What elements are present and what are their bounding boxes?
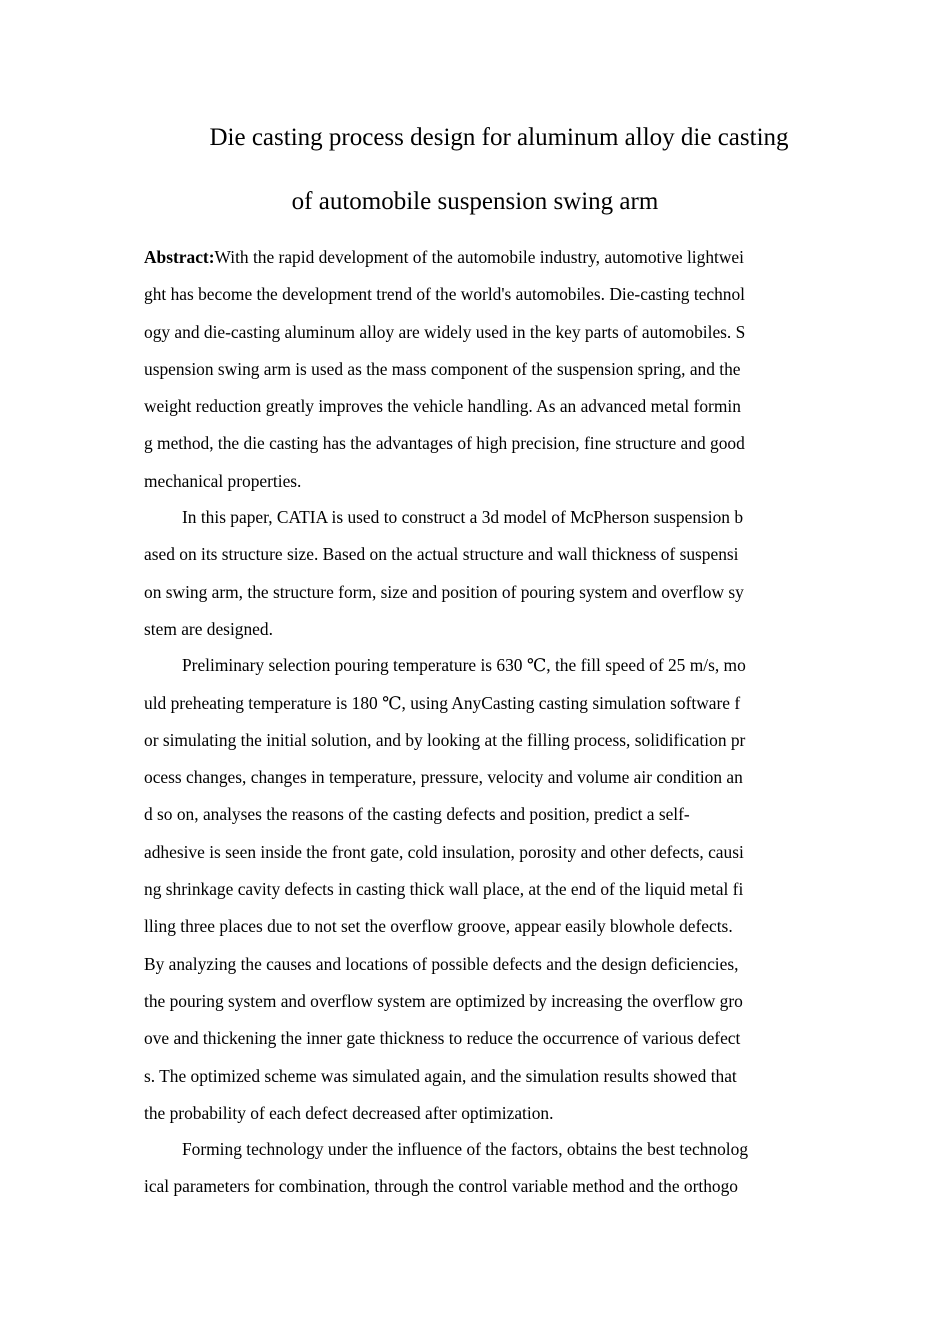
- text-line: ocess changes, changes in temperature, pressure, velocity and volume air condition an: [144, 767, 743, 788]
- text-line: ical parameters for combination, through the control variable method and the orthogo: [144, 1176, 738, 1197]
- text-line: ng shrinkage cavity defects in casting thick wall place, at the end of the liquid metal fi: [144, 879, 744, 900]
- text-line: on swing arm, the structure form, size and position of pouring system and overflow sy: [144, 581, 744, 602]
- text-line: ove and thickening the inner gate thickness to reduce the occurrence of various defect: [144, 1028, 741, 1049]
- text-line: uspension swing arm is used as the mass component of the suspension spring, and the: [144, 358, 741, 379]
- text-line: [144, 243, 824, 280]
- text-line: or simulating the initial solution, and by looking at the filling process, solidification pr: [144, 729, 746, 750]
- text-line: ased on its structure size. Based on the actual structure and wall thickness of suspensi: [144, 544, 739, 565]
- text-line: s. The optimized scheme was simulated again, and the simulation results showed that: [144, 1065, 737, 1086]
- text-line: the probability of each defect decreased after optimization.: [144, 1102, 554, 1123]
- title-line-2: of automobile suspension swing arm: [291, 188, 659, 215]
- text-line: d so on, analyses the reasons of the casting defects and position, predict a self-: [144, 804, 690, 825]
- title-line-1: Die casting process design for aluminum alloy die casting: [209, 124, 789, 151]
- text-line: ght has become the development trend of the world's automobiles. Die-casting technol: [144, 284, 746, 305]
- text-line: the pouring system and overflow system are optimized by increasing the overflow gro: [144, 990, 743, 1011]
- text-line: uld preheating temperature is 180 ℃, using AnyCasting casting simulation software f: [144, 692, 741, 713]
- abstract-first-line: With the rapid development of the automobile industry, automotive lightwei: [214, 247, 744, 267]
- abstract-body: [144, 243, 824, 1210]
- text-line: g method, the die casting has the advantages of high precision, fine structure and good: [144, 433, 745, 454]
- text-line: ogy and die-casting aluminum alloy are widely used in the key parts of automobiles. S: [144, 321, 746, 342]
- text-line: Forming technology under the influence of the factors, obtains the best technolog: [182, 1139, 749, 1160]
- text-line: mechanical properties.: [144, 470, 302, 491]
- text-line: Preliminary selection pouring temperature is 630 ℃, the fill speed of 25 m/s, mo: [182, 655, 746, 676]
- text-line: weight reduction greatly improves the vehicle handling. As an advanced metal formin: [144, 396, 741, 417]
- text-line: By analyzing the causes and locations of possible defects and the design deficiencies,: [144, 953, 739, 974]
- text-line: lling three places due to not set the overflow groove, appear easily blowhole defects.: [144, 916, 733, 937]
- abstract-label: Abstract:: [144, 247, 215, 267]
- text-line: adhesive is seen inside the front gate, cold insulation, porosity and other defects, causi: [144, 841, 744, 862]
- text-line: In this paper, CATIA is used to construct a 3d model of McPherson suspension b: [182, 507, 744, 528]
- text-line: stem are designed.: [144, 618, 273, 639]
